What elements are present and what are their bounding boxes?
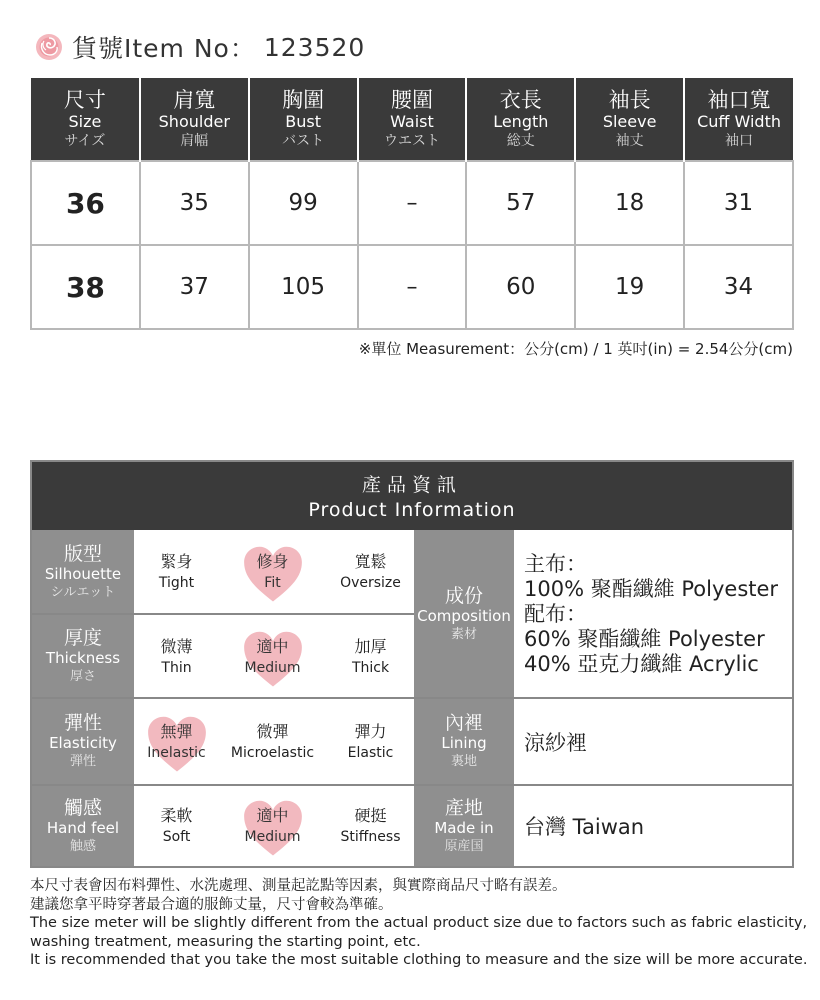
option-zh: 修身 — [256, 552, 289, 571]
header-shoulder — [140, 78, 249, 161]
composition-label-en: Composition — [417, 606, 511, 625]
composition-label-zh: 成份 — [444, 584, 483, 607]
bust-value-cell: 105 — [249, 245, 358, 329]
header-zh: 胸圍 — [282, 88, 325, 112]
header-jp: 袖丈 — [615, 133, 644, 149]
option-microelastic — [225, 699, 320, 784]
header-jp: 総丈 — [506, 133, 535, 149]
option-stiffness — [323, 786, 418, 866]
header-zh: 尺寸 — [63, 88, 106, 112]
lining-label-zh: 內裡 — [444, 712, 483, 734]
option-zh: 微薄 — [160, 636, 193, 656]
sleeve-value-cell: 18 — [575, 161, 684, 245]
header-en: Length — [493, 112, 549, 131]
header-jp: ウエスト — [383, 133, 440, 149]
option-medium — [225, 786, 320, 866]
attribute-label — [32, 786, 134, 866]
sleeve-value-cell: 19 — [575, 245, 684, 329]
composition-label — [414, 530, 514, 698]
option-thin — [129, 615, 224, 698]
composition-line: 100% 聚酯纖維 Polyester — [524, 576, 779, 601]
product-info-title-zh: 產品資訊 — [361, 474, 462, 496]
header-zh: 肩寬 — [173, 88, 216, 112]
attribute-label-zh: 觸感 — [63, 796, 102, 819]
header-zh: 袖長 — [608, 88, 651, 112]
cuff-width-value-cell: 31 — [684, 161, 793, 245]
option-zh: 彈力 — [354, 721, 387, 741]
header-waist — [358, 78, 467, 161]
product-info-box — [30, 460, 794, 868]
rose-icon — [34, 32, 64, 62]
option-en: Fit — [264, 575, 281, 591]
made-in-label-jp: 原産国 — [444, 838, 484, 854]
composition-value — [514, 530, 778, 698]
attribute-label-en: Silhouette — [44, 564, 122, 583]
attribute-row-hand-feel — [32, 786, 792, 866]
option-en: Stiffness — [340, 829, 401, 845]
option-en: Medium — [244, 659, 301, 676]
option-zh: 適中 — [256, 806, 289, 825]
disclaimer-line: 本尺寸表會因布料彈性、水洗處理、測量起訖點等因素，與實際商品尺寸略有誤差。 — [30, 878, 567, 894]
header-cuff-width — [684, 78, 793, 161]
attribute-label — [32, 530, 134, 614]
attribute-label — [32, 699, 134, 784]
attribute-label-jp: シルエット — [50, 584, 116, 600]
composition-label-jp: 素材 — [450, 626, 477, 642]
composition-line: 主布： — [524, 551, 587, 576]
header-jp: サイズ — [64, 133, 106, 149]
header-length — [466, 78, 575, 161]
shoulder-value-cell: 35 — [140, 161, 249, 245]
option-tight — [129, 530, 224, 614]
header-zh: 腰圍 — [390, 88, 433, 112]
option-en: Oversize — [340, 575, 401, 591]
attribute-label-jp: 触感 — [69, 838, 96, 854]
item-number-label: 貨號Item No： — [72, 34, 256, 63]
attribute-label-jp: 厚さ — [69, 669, 96, 684]
product-info-title-en: Product Information — [308, 499, 516, 521]
table-row — [31, 245, 793, 329]
lining-label — [414, 699, 514, 784]
option-zh: 微彈 — [256, 721, 289, 741]
composition-line: 配布： — [524, 601, 587, 626]
option-en: Soft — [162, 829, 191, 845]
attribute-row-elasticity — [32, 699, 792, 784]
size-disclaimer — [30, 877, 808, 970]
waist-value-cell: – — [358, 161, 467, 245]
lining-value — [514, 699, 587, 784]
lining-value-text: 涼紗裡 — [524, 730, 587, 755]
option-en: Tight — [158, 575, 195, 591]
header-jp: 袖口 — [725, 133, 754, 149]
option-zh: 緊身 — [160, 552, 193, 571]
item-header — [34, 30, 365, 64]
bust-value-cell: 99 — [249, 161, 358, 245]
attribute-label-zh: 厚度 — [63, 627, 102, 649]
header-en: Size — [68, 112, 102, 131]
length-value-cell: 60 — [466, 245, 575, 329]
cuff-width-value-cell: 34 — [684, 245, 793, 329]
header-zh: 衣長 — [499, 88, 542, 112]
option-en: Thin — [161, 659, 192, 676]
header-jp: バスト — [282, 133, 325, 149]
option-zh: 加厚 — [354, 636, 387, 656]
option-inelastic — [129, 699, 224, 784]
attribute-label-jp: 弾性 — [69, 754, 96, 769]
length-value-cell: 57 — [466, 161, 575, 245]
lining-label-jp: 裏地 — [450, 754, 477, 769]
disclaimer-line: 建議您拿平時穿著最合適的服飾丈量，尺寸會較為準確。 — [30, 896, 393, 913]
header-en: Sleeve — [602, 112, 657, 131]
made-in-label-zh: 產地 — [444, 796, 483, 819]
option-zh: 硬挺 — [354, 806, 387, 825]
option-medium — [225, 615, 320, 698]
option-en: Inelastic — [147, 744, 206, 761]
header-en: Shoulder — [158, 112, 230, 131]
option-elastic — [323, 699, 418, 784]
shoulder-value-cell: 37 — [140, 245, 249, 329]
option-en: Microelastic — [230, 744, 315, 761]
size-table — [30, 78, 794, 330]
header-zh: 袖口寬 — [707, 88, 771, 112]
lining-label-en: Lining — [441, 734, 487, 752]
header-en: Cuff Width — [697, 112, 781, 131]
size-table-header-row — [31, 78, 793, 161]
header-sleeve — [575, 78, 684, 161]
attribute-label-zh: 版型 — [63, 542, 102, 565]
option-fit — [225, 530, 320, 614]
measurement-note: ※單位 Measurement：公分(cm) / 1 英吋(in) = 2.54公分(cm) — [358, 340, 793, 358]
attribute-label — [32, 615, 134, 698]
option-oversize — [323, 530, 418, 614]
disclaimer-line: It is recommended that you take the most suitable clothing to measure and the size will be more accurate. — [30, 952, 808, 968]
made-in-value-text: 台灣 Taiwan — [524, 815, 645, 839]
made-in-label — [414, 786, 514, 866]
made-in-value — [514, 786, 644, 866]
option-zh: 無彈 — [160, 721, 193, 741]
made-in-label-en: Made in — [434, 818, 494, 837]
option-en: Medium — [244, 829, 301, 845]
attribute-label-en: Hand feel — [46, 818, 120, 837]
option-zh: 寬鬆 — [354, 552, 387, 571]
disclaimer-line: The size meter will be slightly different from the actual product size due to factors such as fabric elasticity, — [30, 915, 808, 931]
option-en: Elastic — [347, 744, 394, 761]
header-jp: 肩幅 — [180, 133, 209, 149]
product-info-header — [32, 462, 792, 530]
waist-value-cell: – — [358, 245, 467, 329]
header-en: Bust — [285, 112, 321, 131]
option-en: Thick — [351, 659, 390, 676]
attribute-label-zh: 彈性 — [63, 712, 102, 734]
size-value-cell: 36 — [31, 161, 140, 245]
attribute-label-en: Elasticity — [49, 734, 117, 752]
option-thick — [323, 615, 418, 698]
composition-line: 40% 亞克力纖維 Acrylic — [524, 651, 759, 676]
option-zh: 適中 — [256, 636, 289, 656]
attribute-label-en: Thickness — [45, 649, 121, 667]
header-size — [31, 78, 140, 161]
option-zh: 柔軟 — [160, 806, 193, 825]
table-row — [31, 161, 793, 245]
header-bust — [249, 78, 358, 161]
size-value-cell: 38 — [31, 245, 140, 329]
composition-line: 60% 聚酯纖維 Polyester — [524, 626, 765, 651]
header-en: Waist — [390, 112, 434, 131]
option-soft — [129, 786, 224, 866]
disclaimer-line: washing treatment, measuring the starting point, etc. — [30, 933, 421, 950]
item-number: 123520 — [263, 32, 366, 62]
